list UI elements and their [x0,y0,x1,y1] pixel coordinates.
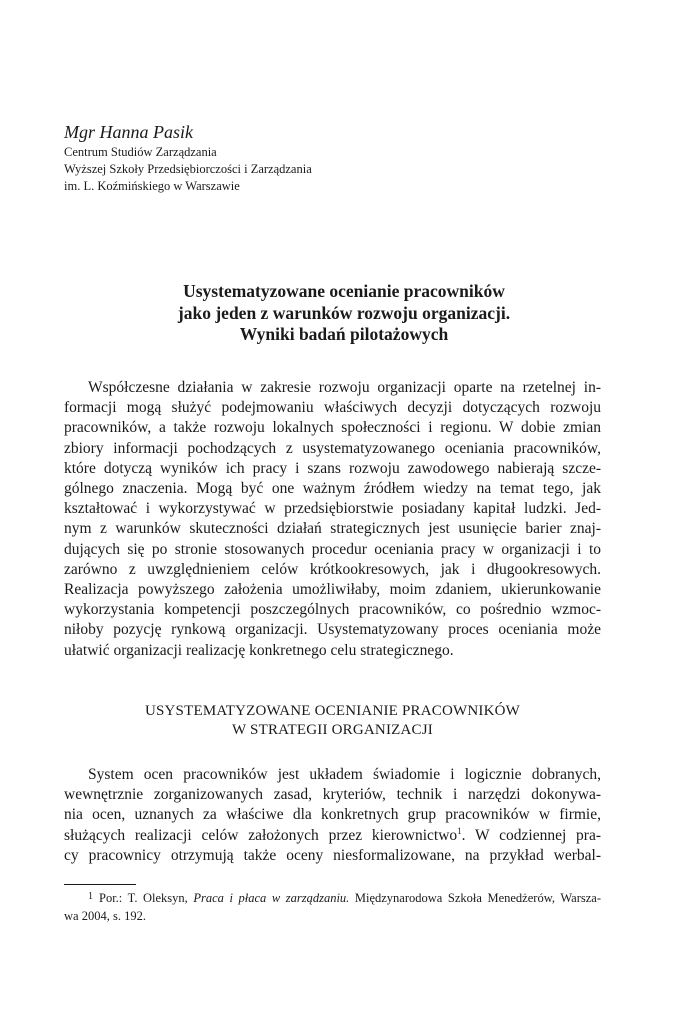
paper-title [64,281,624,346]
text-line: które dotyczą wyników ich pracy i szans rozwoju zawodowego nabierają szcze- [64,459,601,477]
footnote-number: 1 [88,891,93,902]
section-paragraph [64,765,601,866]
text-line: zbiory informacji pochodzących z usystematyzowanego oceniania pracowników, [64,439,601,457]
text-line [64,826,601,846]
heading-line: W STRATEGII ORGANIZACJI [232,722,433,738]
text-line: nia ocen, uznanych za właściwe dla konkretnych grup pracowników w firmie, [64,806,601,824]
text-line: gólnego znaczenia. Mogą być one ważnym źródłem wiedzy na temat tego, jak [64,480,601,498]
text-fragment: . W codziennej pra- [461,826,601,844]
text-line: wykorzystania kompetencji poszczególnych pracowników, co pośrednio wzmoc- [64,601,601,619]
text-line: dujących się po stronie stosowanych procedur oceniania pracy w organizacji i to [64,540,601,558]
footnote [64,888,601,925]
footnote-reference[interactable]: 1 [457,825,462,836]
text-line: Realizacja powyższego założenia umożliwiłaby, moim zdaniem, ukierunkowanie [64,581,601,599]
text-line: kształtować i wykorzystywać w przedsiębiorstwie posiadany kapitał ludzki. Jed- [64,500,601,518]
title-line: Usystematyzowane ocenianie pracowników [183,281,505,301]
author-block [64,120,624,195]
text-line: ułatwić organizacji realizację konkretnego celu strategicznego. [64,641,454,659]
text-line: wewnętrznie zorganizowanych zasad, kryteriów, technik i narzędzi dokonywa- [64,786,601,804]
footnote-suffix: Międzynarodowa Szkoła Menedżerów, Warsza- [349,891,601,905]
affiliation-line: Centrum Studiów Zarządzania [64,145,217,159]
affiliation-line: Wyższej Szkoły Przedsiębiorczości i Zarządzania [64,162,312,176]
book-title: Praca i płaca w zarządzaniu. [193,891,350,905]
author-name: Mgr Hanna Pasik [64,122,193,142]
footnote-line: wa 2004, s. 192. [64,909,146,923]
footnote-prefix: Por.: T. Oleksyn, [99,891,194,905]
intro-paragraph [64,378,601,661]
footnote-divider [64,884,136,885]
text-line: cy pracownicy otrzymują także oceny niesformalizowane, na przykład werbal- [64,846,601,864]
title-line: Wyniki badań pilotażowych [239,324,449,344]
section-heading [64,702,601,740]
text-line: zarówno z uwzględnieniem celów krótkookresowych, jak i długookresowych. [64,560,601,578]
heading-line: USYSTEMATYZOWANE OCENIANIE PRACOWNIKÓW [144,703,521,719]
text-line: Współczesne działania w zakresie rozwoju organizacji oparte na rzetelnej in- [88,379,601,396]
title-line: jako jeden z warunków rozwoju organizacji. [177,302,511,323]
text-line: pracowników, a także rozwoju lokalnych społeczności i regionu. W dobie zmian [64,419,601,437]
affiliation-line: im. L. Koźmińskiego w Warszawie [64,179,240,193]
text-line: niłoby pozycję rynkową organizacji. Usystematyzowany proces oceniania może [64,621,601,639]
text-fragment: służących realizacji celów założonych przez kierownictwo [64,826,458,844]
footnote-line [64,888,601,907]
text-line: formacji mogą służyć podejmowaniu właściwych decyzji dotyczących rozwoju [64,399,601,417]
text-line: System ocen pracowników jest układem świadomie i logicznie dobranych, [88,766,601,783]
text-line: nym z warunków skuteczności działań strategicznych jest usunięcie barier znaj- [64,520,601,538]
